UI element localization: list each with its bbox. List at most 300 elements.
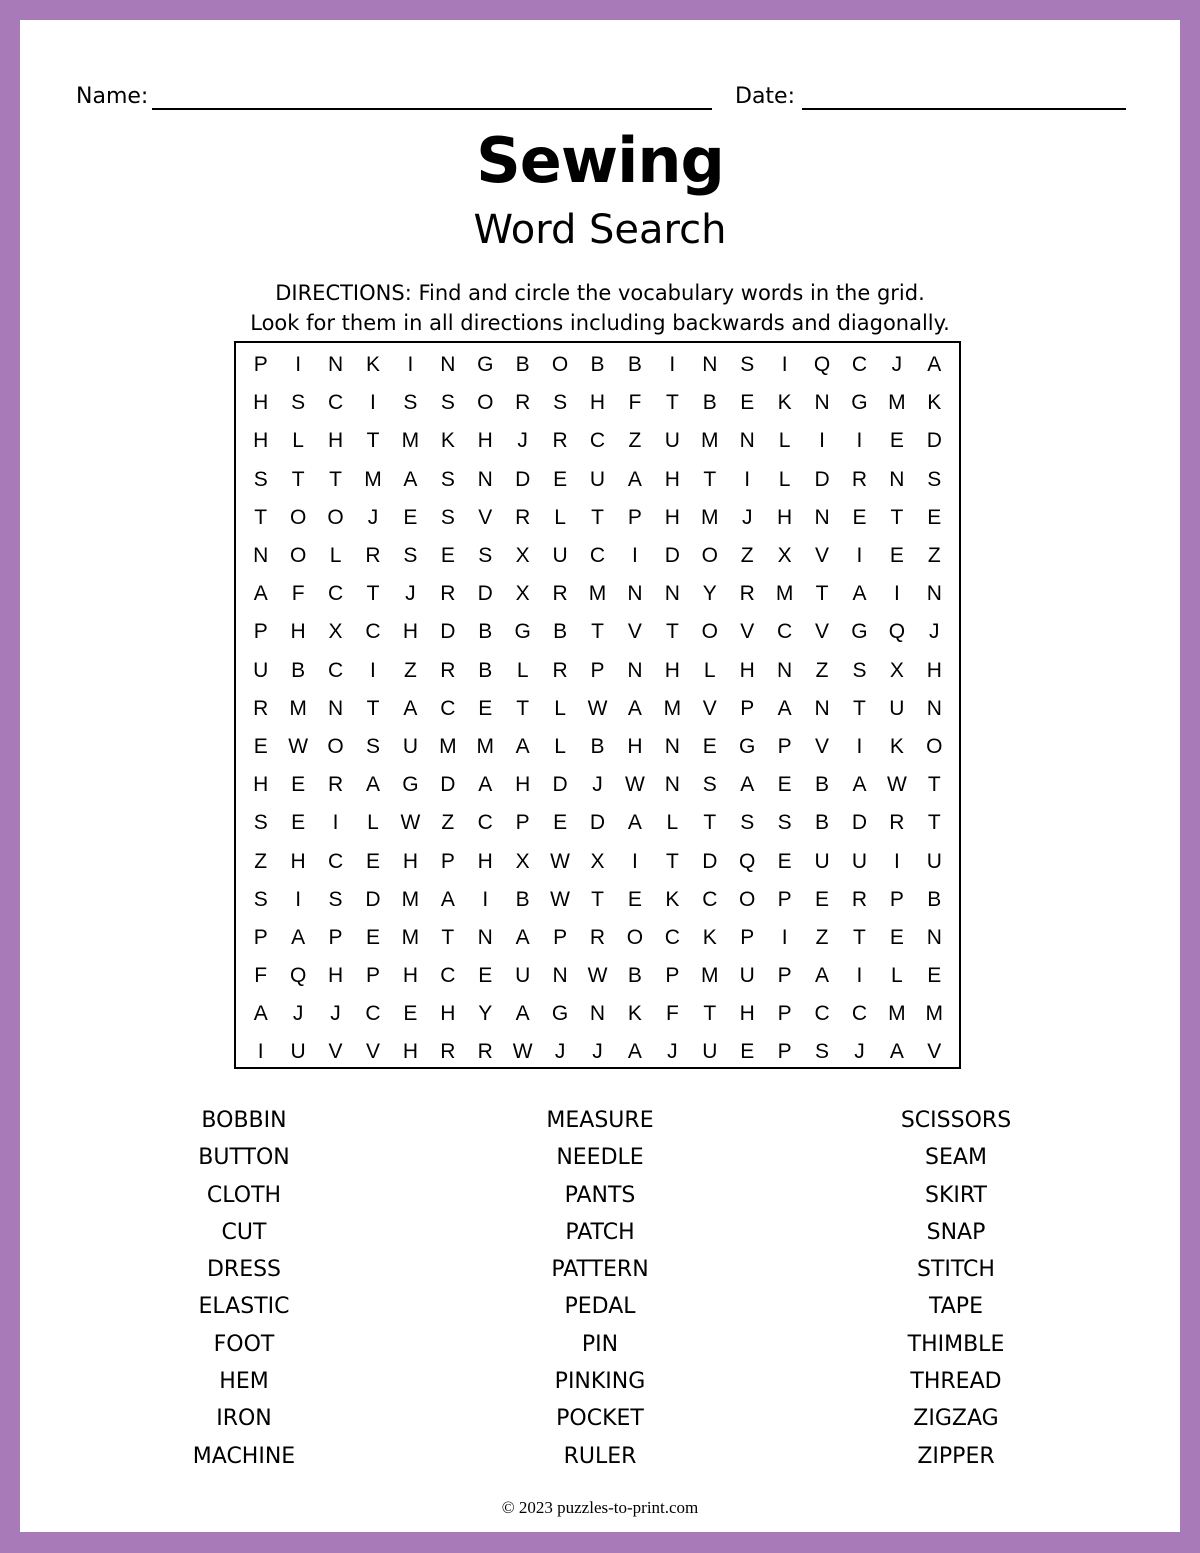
grid-cell[interactable]: A: [253, 1002, 268, 1026]
grid-cell[interactable]: W: [886, 773, 907, 797]
grid-cell[interactable]: W: [587, 964, 608, 988]
grid-cell[interactable]: C: [477, 811, 493, 835]
grid-cell[interactable]: K: [889, 734, 904, 758]
grid-cell[interactable]: H: [402, 1040, 418, 1064]
grid-cell[interactable]: O: [551, 353, 569, 377]
grid-cell[interactable]: V: [815, 544, 830, 568]
grid-cell[interactable]: N: [253, 544, 269, 568]
grid-cell[interactable]: R: [477, 1040, 493, 1064]
grid-cell[interactable]: K: [702, 925, 717, 949]
grid-cell[interactable]: Z: [441, 811, 455, 835]
grid-cell[interactable]: I: [856, 964, 863, 988]
grid-cell[interactable]: B: [515, 353, 530, 377]
grid-cell[interactable]: B: [291, 658, 306, 682]
grid-cell[interactable]: S: [852, 658, 867, 682]
grid-cell[interactable]: L: [292, 429, 304, 453]
grid-cell[interactable]: H: [664, 658, 680, 682]
grid-cell[interactable]: S: [815, 1040, 830, 1064]
grid-cell[interactable]: D: [477, 582, 493, 606]
grid-cell[interactable]: C: [440, 696, 456, 720]
grid-cell[interactable]: O: [289, 544, 307, 568]
grid-cell[interactable]: R: [253, 696, 269, 720]
grid-cell[interactable]: D: [851, 811, 868, 835]
grid-cell[interactable]: I: [893, 582, 900, 606]
grid-cell[interactable]: X: [590, 849, 605, 873]
grid-cell[interactable]: M: [888, 1002, 906, 1026]
grid-cell[interactable]: S: [253, 467, 268, 491]
grid-cell[interactable]: P: [627, 505, 642, 529]
grid-cell[interactable]: M: [663, 696, 682, 720]
grid-cell[interactable]: T: [591, 505, 604, 529]
grid-cell[interactable]: I: [744, 467, 751, 491]
grid-cell[interactable]: C: [814, 1002, 830, 1026]
grid-cell[interactable]: N: [327, 696, 344, 720]
grid-cell[interactable]: E: [553, 811, 568, 835]
grid-cell[interactable]: M: [775, 582, 794, 606]
grid-cell[interactable]: J: [330, 1002, 341, 1026]
grid-cell[interactable]: S: [253, 811, 268, 835]
grid-cell[interactable]: H: [664, 467, 680, 491]
grid-cell[interactable]: J: [592, 1040, 603, 1064]
grid-cell[interactable]: N: [814, 391, 830, 415]
grid-cell[interactable]: M: [401, 429, 420, 453]
grid-cell[interactable]: H: [477, 429, 493, 453]
grid-cell[interactable]: S: [365, 734, 380, 758]
grid-cell[interactable]: X: [889, 658, 904, 682]
grid-cell[interactable]: Z: [815, 658, 829, 682]
grid-cell[interactable]: L: [778, 429, 791, 453]
grid-cell[interactable]: H: [477, 849, 493, 873]
grid-cell[interactable]: N: [739, 429, 755, 453]
grid-cell[interactable]: I: [893, 849, 900, 873]
grid-cell[interactable]: X: [777, 544, 792, 568]
grid-cell[interactable]: G: [851, 391, 868, 415]
grid-cell[interactable]: Z: [254, 849, 268, 873]
date-field[interactable]: [802, 108, 1126, 110]
grid-cell[interactable]: I: [669, 353, 676, 377]
grid-cell[interactable]: N: [926, 582, 942, 606]
grid-cell[interactable]: C: [589, 544, 606, 568]
grid-cell[interactable]: R: [552, 429, 568, 453]
grid-cell[interactable]: A: [889, 1040, 904, 1064]
grid-cell[interactable]: P: [777, 734, 792, 758]
grid-cell[interactable]: V: [328, 1040, 343, 1064]
grid-cell[interactable]: M: [701, 964, 719, 988]
grid-cell[interactable]: B: [478, 658, 493, 682]
grid-cell[interactable]: U: [515, 964, 531, 988]
grid-cell[interactable]: I: [819, 429, 825, 453]
grid-cell[interactable]: N: [440, 353, 456, 377]
grid-cell[interactable]: E: [403, 1002, 418, 1026]
grid-cell[interactable]: U: [851, 849, 868, 873]
grid-cell[interactable]: D: [515, 467, 531, 491]
grid-cell[interactable]: B: [702, 391, 717, 415]
grid-cell[interactable]: I: [295, 353, 302, 377]
grid-cell[interactable]: W: [512, 1040, 533, 1064]
grid-cell[interactable]: R: [889, 811, 905, 835]
grid-cell[interactable]: U: [814, 849, 830, 873]
grid-cell[interactable]: E: [777, 849, 792, 873]
grid-cell[interactable]: R: [739, 582, 755, 606]
grid-cell[interactable]: T: [665, 620, 679, 644]
grid-cell[interactable]: I: [856, 429, 863, 453]
grid-cell[interactable]: R: [440, 582, 456, 606]
grid-cell[interactable]: H: [402, 964, 418, 988]
grid-cell[interactable]: X: [515, 544, 530, 568]
grid-cell[interactable]: M: [476, 734, 494, 758]
grid-cell[interactable]: H: [290, 620, 306, 644]
grid-cell[interactable]: I: [632, 849, 638, 873]
grid-cell[interactable]: I: [632, 544, 638, 568]
grid-cell[interactable]: E: [253, 734, 268, 758]
grid-cell[interactable]: S: [553, 391, 568, 415]
grid-cell[interactable]: K: [365, 353, 380, 377]
grid-cell[interactable]: B: [627, 964, 642, 988]
grid-cell[interactable]: U: [552, 544, 568, 568]
grid-cell[interactable]: P: [328, 925, 343, 949]
grid-cell[interactable]: U: [253, 658, 269, 682]
grid-cell[interactable]: V: [815, 734, 830, 758]
grid-cell[interactable]: T: [703, 811, 717, 835]
grid-cell[interactable]: T: [591, 620, 604, 644]
grid-cell[interactable]: H: [253, 429, 269, 453]
grid-cell[interactable]: V: [478, 505, 493, 529]
grid-cell[interactable]: X: [515, 849, 530, 873]
grid-cell[interactable]: J: [667, 1040, 678, 1064]
grid-cell[interactable]: A: [627, 811, 642, 835]
grid-cell[interactable]: P: [590, 658, 605, 682]
grid-cell[interactable]: O: [926, 734, 943, 758]
grid-cell[interactable]: T: [366, 582, 380, 606]
grid-cell[interactable]: V: [702, 696, 717, 720]
grid-cell[interactable]: L: [554, 505, 566, 529]
grid-cell[interactable]: L: [703, 658, 716, 682]
grid-cell[interactable]: H: [627, 734, 643, 758]
grid-cell[interactable]: R: [515, 391, 531, 415]
grid-cell[interactable]: T: [441, 925, 455, 949]
grid-cell[interactable]: L: [891, 964, 903, 988]
grid-cell[interactable]: A: [852, 582, 867, 606]
grid-cell[interactable]: M: [701, 429, 719, 453]
grid-cell[interactable]: I: [257, 1040, 264, 1064]
grid-cell[interactable]: Z: [403, 658, 417, 682]
grid-cell[interactable]: B: [815, 773, 830, 797]
grid-cell[interactable]: F: [254, 964, 268, 988]
grid-cell[interactable]: K: [777, 391, 792, 415]
grid-cell[interactable]: C: [327, 391, 344, 415]
grid-cell[interactable]: C: [664, 925, 680, 949]
grid-cell[interactable]: E: [889, 429, 904, 453]
grid-cell[interactable]: A: [740, 773, 755, 797]
grid-cell[interactable]: B: [627, 353, 642, 377]
grid-cell[interactable]: O: [626, 925, 644, 949]
grid-cell[interactable]: W: [550, 887, 570, 911]
grid-cell[interactable]: S: [403, 391, 418, 415]
grid-cell[interactable]: N: [327, 353, 344, 377]
grid-cell[interactable]: W: [587, 696, 608, 720]
grid-cell[interactable]: H: [926, 658, 942, 682]
grid-cell[interactable]: E: [291, 773, 306, 797]
grid-cell[interactable]: A: [627, 467, 642, 491]
grid-cell[interactable]: Y: [702, 582, 717, 606]
grid-cell[interactable]: T: [516, 696, 530, 720]
grid-cell[interactable]: R: [515, 505, 531, 529]
grid-cell[interactable]: N: [777, 658, 793, 682]
grid-cell[interactable]: R: [851, 887, 868, 911]
grid-cell[interactable]: P: [777, 887, 792, 911]
grid-cell[interactable]: T: [291, 467, 305, 491]
grid-cell[interactable]: T: [703, 1002, 717, 1026]
grid-cell[interactable]: P: [515, 811, 530, 835]
grid-cell[interactable]: C: [851, 353, 868, 377]
grid-cell[interactable]: E: [740, 391, 755, 415]
grid-cell[interactable]: E: [927, 964, 942, 988]
grid-cell[interactable]: D: [552, 773, 568, 797]
grid-cell[interactable]: M: [401, 887, 420, 911]
grid-cell[interactable]: T: [815, 582, 829, 606]
grid-cell[interactable]: S: [440, 505, 455, 529]
grid-cell[interactable]: C: [365, 1002, 381, 1026]
grid-cell[interactable]: D: [589, 811, 606, 835]
grid-cell[interactable]: N: [664, 734, 680, 758]
grid-cell[interactable]: H: [589, 391, 606, 415]
grid-cell[interactable]: K: [927, 391, 942, 415]
grid-cell[interactable]: U: [402, 734, 418, 758]
grid-cell[interactable]: L: [554, 696, 566, 720]
grid-cell[interactable]: O: [701, 544, 718, 568]
grid-cell[interactable]: S: [740, 811, 755, 835]
grid-cell[interactable]: A: [515, 925, 530, 949]
grid-cell[interactable]: G: [551, 1002, 569, 1026]
grid-cell[interactable]: I: [370, 391, 376, 415]
grid-cell[interactable]: B: [815, 811, 830, 835]
grid-cell[interactable]: M: [364, 467, 382, 491]
grid-cell[interactable]: E: [740, 1040, 755, 1064]
grid-cell[interactable]: E: [702, 734, 717, 758]
grid-cell[interactable]: N: [814, 696, 830, 720]
grid-cell[interactable]: J: [554, 1040, 566, 1064]
grid-cell[interactable]: B: [478, 620, 493, 644]
grid-cell[interactable]: C: [365, 620, 381, 644]
grid-cell[interactable]: J: [367, 505, 379, 529]
grid-cell[interactable]: Q: [888, 620, 906, 644]
grid-cell[interactable]: I: [856, 544, 863, 568]
grid-cell[interactable]: R: [552, 658, 568, 682]
grid-cell[interactable]: H: [739, 658, 755, 682]
grid-cell[interactable]: C: [702, 887, 718, 911]
grid-cell[interactable]: G: [851, 620, 868, 644]
grid-cell[interactable]: U: [664, 429, 680, 453]
grid-cell[interactable]: C: [589, 429, 606, 453]
grid-cell[interactable]: L: [516, 658, 529, 682]
grid-cell[interactable]: Z: [815, 925, 829, 949]
grid-cell[interactable]: A: [365, 773, 380, 797]
grid-cell[interactable]: V: [927, 1040, 942, 1064]
grid-cell[interactable]: N: [889, 467, 905, 491]
grid-cell[interactable]: N: [477, 467, 493, 491]
grid-cell[interactable]: X: [328, 620, 343, 644]
grid-cell[interactable]: N: [552, 964, 568, 988]
grid-cell[interactable]: P: [740, 696, 755, 720]
grid-cell[interactable]: T: [254, 505, 268, 529]
grid-cell[interactable]: L: [666, 811, 679, 835]
grid-cell[interactable]: I: [407, 353, 414, 377]
grid-cell[interactable]: E: [365, 925, 380, 949]
grid-cell[interactable]: A: [627, 1040, 642, 1064]
grid-cell[interactable]: R: [365, 544, 381, 568]
grid-cell[interactable]: N: [926, 696, 942, 720]
grid-cell[interactable]: T: [927, 811, 941, 835]
grid-cell[interactable]: G: [739, 734, 756, 758]
grid-cell[interactable]: I: [332, 811, 339, 835]
grid-cell[interactable]: E: [478, 696, 493, 720]
grid-cell[interactable]: H: [327, 964, 344, 988]
grid-cell[interactable]: F: [628, 391, 642, 415]
grid-cell[interactable]: I: [482, 887, 489, 911]
grid-cell[interactable]: T: [665, 391, 679, 415]
grid-cell[interactable]: L: [329, 544, 342, 568]
grid-cell[interactable]: C: [851, 1002, 868, 1026]
grid-cell[interactable]: B: [590, 353, 605, 377]
grid-cell[interactable]: L: [778, 467, 791, 491]
grid-cell[interactable]: S: [440, 467, 455, 491]
grid-cell[interactable]: L: [554, 734, 566, 758]
grid-cell[interactable]: W: [625, 773, 645, 797]
grid-cell[interactable]: A: [777, 696, 792, 720]
grid-cell[interactable]: E: [889, 544, 904, 568]
grid-cell[interactable]: V: [740, 620, 755, 644]
grid-cell[interactable]: D: [926, 429, 942, 453]
grid-cell[interactable]: N: [702, 353, 718, 377]
grid-cell[interactable]: A: [627, 696, 642, 720]
grid-cell[interactable]: H: [664, 505, 680, 529]
grid-cell[interactable]: T: [853, 696, 866, 720]
grid-cell[interactable]: I: [856, 734, 863, 758]
grid-cell[interactable]: S: [328, 887, 343, 911]
grid-cell[interactable]: H: [739, 1002, 755, 1026]
grid-cell[interactable]: E: [291, 811, 306, 835]
grid-cell[interactable]: S: [740, 353, 755, 377]
grid-cell[interactable]: M: [289, 696, 307, 720]
grid-cell[interactable]: C: [777, 620, 793, 644]
grid-cell[interactable]: H: [253, 391, 269, 415]
grid-cell[interactable]: M: [401, 925, 420, 949]
grid-cell[interactable]: C: [440, 964, 456, 988]
grid-cell[interactable]: P: [440, 849, 455, 873]
grid-cell[interactable]: N: [477, 925, 493, 949]
grid-cell[interactable]: E: [927, 505, 942, 529]
grid-cell[interactable]: Z: [740, 544, 754, 568]
grid-cell[interactable]: N: [814, 505, 830, 529]
grid-cell[interactable]: A: [253, 582, 268, 606]
grid-cell[interactable]: P: [553, 925, 568, 949]
grid-cell[interactable]: S: [403, 544, 418, 568]
grid-cell[interactable]: P: [777, 964, 792, 988]
grid-cell[interactable]: O: [327, 505, 344, 529]
grid-cell[interactable]: H: [777, 505, 793, 529]
grid-cell[interactable]: N: [627, 658, 643, 682]
grid-cell[interactable]: P: [365, 964, 380, 988]
grid-cell[interactable]: K: [627, 1002, 642, 1026]
grid-cell[interactable]: U: [702, 1040, 718, 1064]
grid-cell[interactable]: I: [781, 925, 788, 949]
grid-cell[interactable]: J: [517, 429, 528, 453]
grid-cell[interactable]: D: [664, 544, 680, 568]
grid-cell[interactable]: D: [814, 467, 830, 491]
grid-cell[interactable]: P: [777, 1040, 792, 1064]
grid-cell[interactable]: S: [253, 887, 268, 911]
grid-cell[interactable]: D: [440, 620, 456, 644]
grid-cell[interactable]: H: [515, 773, 531, 797]
grid-cell[interactable]: M: [588, 582, 607, 606]
grid-cell[interactable]: R: [440, 658, 456, 682]
grid-cell[interactable]: C: [327, 849, 344, 873]
grid-cell[interactable]: P: [253, 620, 268, 644]
grid-cell[interactable]: R: [589, 925, 606, 949]
grid-cell[interactable]: B: [927, 887, 942, 911]
grid-cell[interactable]: J: [891, 353, 903, 377]
grid-cell[interactable]: U: [589, 467, 606, 491]
grid-cell[interactable]: P: [740, 925, 755, 949]
grid-cell[interactable]: D: [440, 773, 456, 797]
grid-cell[interactable]: T: [366, 429, 380, 453]
grid-cell[interactable]: A: [403, 696, 418, 720]
grid-cell[interactable]: V: [365, 1040, 380, 1064]
grid-cell[interactable]: B: [553, 620, 568, 644]
grid-cell[interactable]: G: [402, 773, 419, 797]
grid-cell[interactable]: Z: [628, 429, 642, 453]
grid-cell[interactable]: J: [854, 1040, 865, 1064]
grid-cell[interactable]: R: [552, 582, 568, 606]
grid-cell[interactable]: E: [815, 887, 830, 911]
grid-cell[interactable]: B: [515, 887, 530, 911]
grid-cell[interactable]: E: [478, 964, 493, 988]
grid-cell[interactable]: H: [327, 429, 344, 453]
grid-cell[interactable]: E: [852, 505, 867, 529]
grid-cell[interactable]: A: [403, 467, 418, 491]
grid-cell[interactable]: H: [402, 849, 418, 873]
grid-cell[interactable]: A: [478, 773, 493, 797]
grid-cell[interactable]: E: [627, 887, 642, 911]
grid-cell[interactable]: O: [477, 391, 494, 415]
grid-cell[interactable]: H: [253, 773, 269, 797]
grid-cell[interactable]: R: [851, 467, 868, 491]
grid-cell[interactable]: T: [703, 467, 717, 491]
grid-cell[interactable]: V: [815, 620, 830, 644]
grid-cell[interactable]: T: [890, 505, 904, 529]
grid-cell[interactable]: G: [514, 620, 531, 644]
grid-cell[interactable]: A: [927, 353, 942, 377]
grid-cell[interactable]: V: [627, 620, 642, 644]
grid-cell[interactable]: Y: [478, 1002, 493, 1026]
grid-cell[interactable]: X: [515, 582, 530, 606]
grid-cell[interactable]: O: [327, 734, 344, 758]
grid-cell[interactable]: O: [289, 505, 307, 529]
grid-cell[interactable]: I: [370, 658, 376, 682]
grid-cell[interactable]: D: [365, 887, 381, 911]
grid-cell[interactable]: S: [777, 811, 792, 835]
grid-cell[interactable]: A: [440, 887, 455, 911]
grid-cell[interactable]: P: [889, 887, 904, 911]
grid-cell[interactable]: R: [327, 773, 344, 797]
grid-cell[interactable]: H: [440, 1002, 456, 1026]
grid-cell[interactable]: L: [367, 811, 379, 835]
grid-cell[interactable]: K: [440, 429, 455, 453]
grid-cell[interactable]: E: [889, 925, 904, 949]
grid-cell[interactable]: A: [515, 1002, 530, 1026]
grid-cell[interactable]: F: [291, 582, 305, 606]
grid-cell[interactable]: U: [926, 849, 942, 873]
